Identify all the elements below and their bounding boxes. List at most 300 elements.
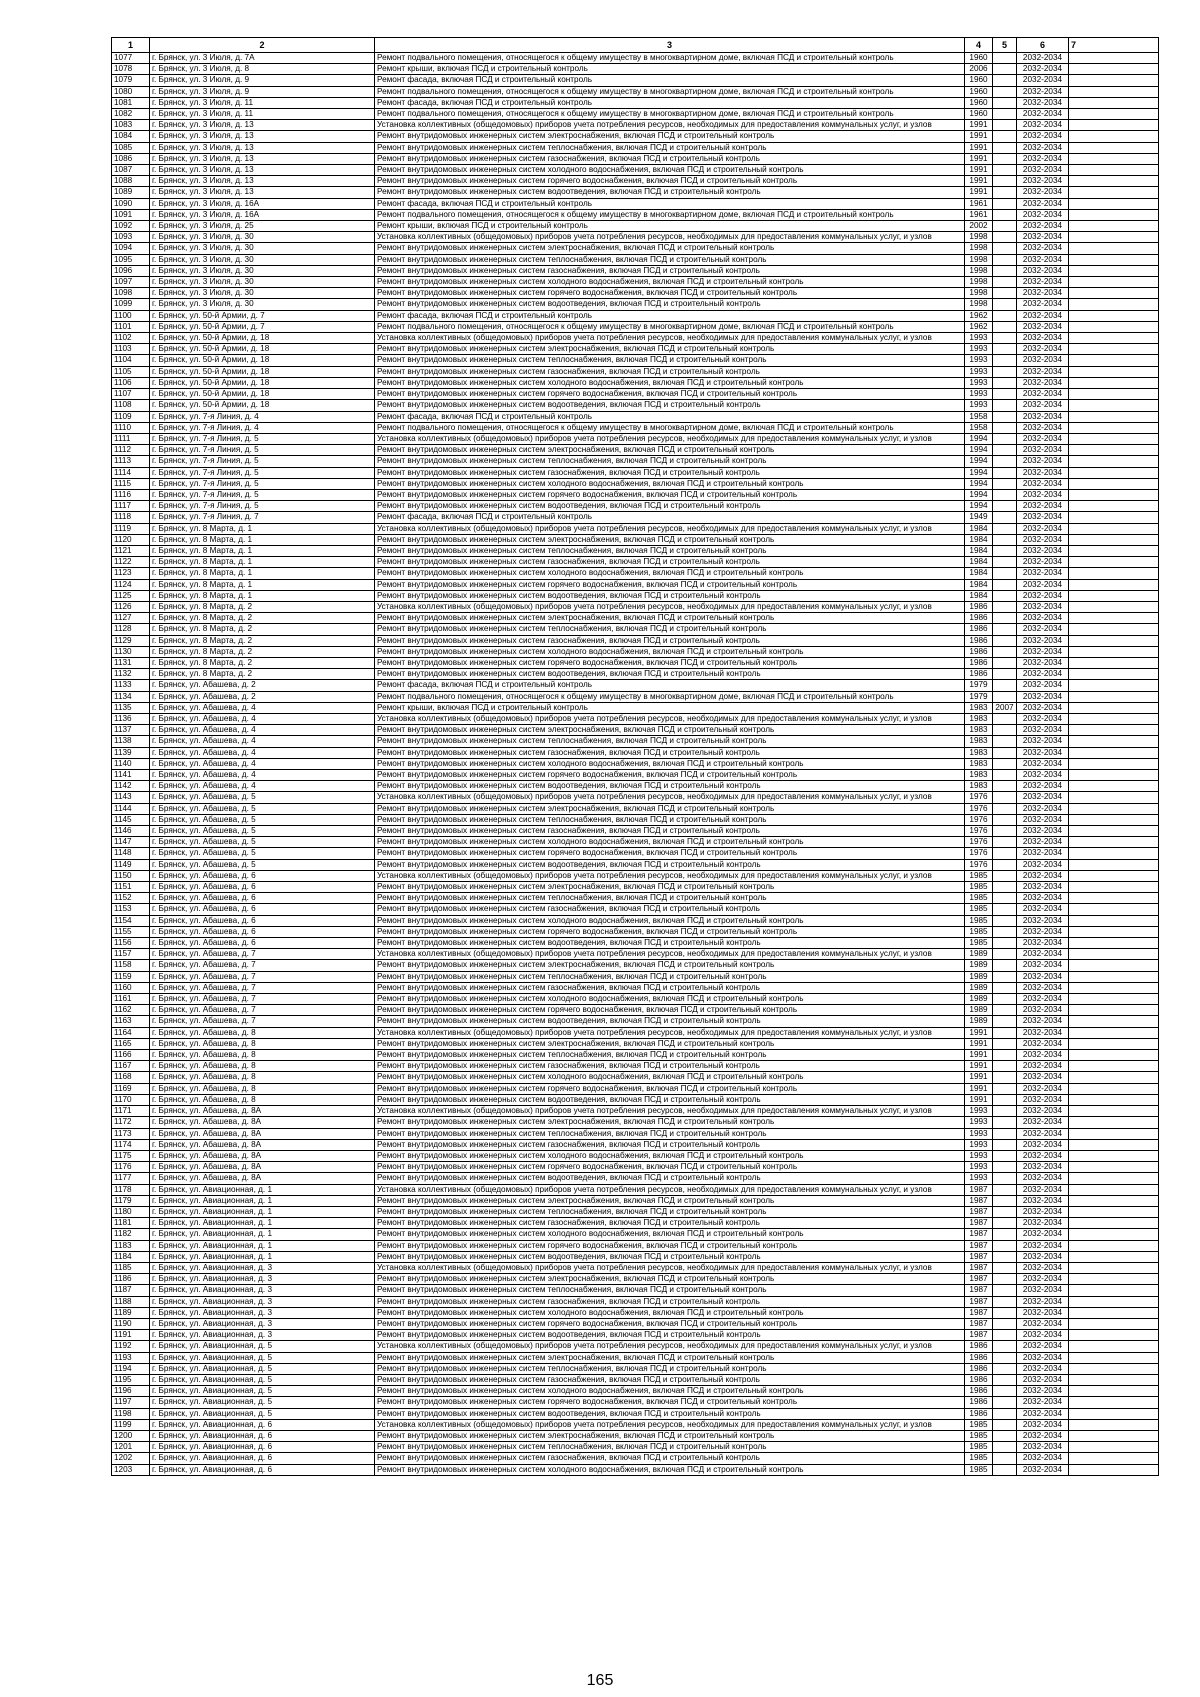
note-cell <box>1069 344 1159 355</box>
work-type-cell: Ремонт внутридомовых инженерных систем холодного водоснабжения, включая ПСД и строительный контроль <box>375 1386 965 1397</box>
work-type-cell: Ремонт внутридомовых инженерных систем электроснабжения, включая ПСД и строительный контроль <box>375 534 965 545</box>
planned-period-cell: 2032-2034 <box>1017 433 1069 444</box>
note-cell <box>1069 1262 1159 1273</box>
address-cell: г. Брянск, ул. Абашева, д. 6 <box>150 882 375 893</box>
row-number-cell: 1127 <box>112 613 150 624</box>
note-cell <box>1069 1274 1159 1285</box>
row-number-cell: 1101 <box>112 321 150 332</box>
row-number-cell: 1115 <box>112 478 150 489</box>
planned-period-cell: 2032-2034 <box>1017 1106 1069 1117</box>
address-cell: г. Брянск, ул. 8 Марта, д. 2 <box>150 601 375 612</box>
address-cell: г. Брянск, ул. Авиационная, д. 5 <box>150 1363 375 1374</box>
planned-period-cell: 2032-2034 <box>1017 1206 1069 1217</box>
row-number-cell: 1088 <box>112 176 150 187</box>
note-cell <box>1069 1464 1159 1475</box>
planned-period-cell: 2032-2034 <box>1017 758 1069 769</box>
row-number-cell: 1136 <box>112 713 150 724</box>
note-cell <box>1069 512 1159 523</box>
work-type-cell: Ремонт внутридомовых инженерных систем газоснабжения, включая ПСД и строительный контроль <box>375 265 965 276</box>
row-number-cell: 1163 <box>112 1016 150 1027</box>
work-type-cell: Ремонт внутридомовых инженерных систем газоснабжения, включая ПСД и строительный контроль <box>375 1296 965 1307</box>
row-number-cell: 1100 <box>112 310 150 321</box>
table-row <box>112 1352 1159 1363</box>
year-built-cell: 1987 <box>965 1307 993 1318</box>
table-row <box>112 758 1159 769</box>
planned-period-cell: 2032-2034 <box>1017 1397 1069 1408</box>
note-cell <box>1069 1184 1159 1195</box>
planned-period-cell: 2032-2034 <box>1017 501 1069 512</box>
address-cell: г. Брянск, ул. 3 Июля, д. 9 <box>150 86 375 97</box>
last-repair-year-cell <box>993 1195 1017 1206</box>
address-cell: г. Брянск, ул. 3 Июля, д. 13 <box>150 153 375 164</box>
address-cell: г. Брянск, ул. 50-й Армии, д. 7 <box>150 321 375 332</box>
year-built-cell: 1986 <box>965 601 993 612</box>
work-type-cell: Ремонт внутридомовых инженерных систем электроснабжения, включая ПСД и строительный контроль <box>375 803 965 814</box>
row-number-cell: 1085 <box>112 142 150 153</box>
year-built-cell: 1993 <box>965 1117 993 1128</box>
last-repair-year-cell <box>993 478 1017 489</box>
work-type-cell: Ремонт внутридомовых инженерных систем холодного водоснабжения, включая ПСД и строительный контроль <box>375 568 965 579</box>
work-type-cell: Ремонт внутридомовых инженерных систем горячего водоснабжения, включая ПСД и строительный контроль <box>375 848 965 859</box>
work-type-cell: Ремонт внутридомовых инженерных систем теплоснабжения, включая ПСД и строительный контроль <box>375 1206 965 1217</box>
planned-period-cell: 2032-2034 <box>1017 109 1069 120</box>
address-cell: г. Брянск, ул. 3 Июля, д. 13 <box>150 120 375 131</box>
year-built-cell: 1989 <box>965 971 993 982</box>
work-type-cell: Ремонт внутридомовых инженерных систем электроснабжения, включая ПСД и строительный контроль <box>375 1038 965 1049</box>
note-cell <box>1069 702 1159 713</box>
year-built-cell: 1949 <box>965 512 993 523</box>
note-cell <box>1069 1330 1159 1341</box>
last-repair-year-cell <box>993 669 1017 680</box>
last-repair-year-cell <box>993 545 1017 556</box>
work-type-cell: Ремонт внутридомовых инженерных систем холодного водоснабжения, включая ПСД и строительный контроль <box>375 1229 965 1240</box>
year-built-cell: 1991 <box>965 1083 993 1094</box>
note-cell <box>1069 456 1159 467</box>
table-row <box>112 702 1159 713</box>
note-cell <box>1069 288 1159 299</box>
work-type-cell: Ремонт внутридомовых инженерных систем горячего водоснабжения, включая ПСД и строительный контроль <box>375 389 965 400</box>
work-type-cell: Ремонт внутридомовых инженерных систем теплоснабжения, включая ПСД и строительный контроль <box>375 1363 965 1374</box>
table-row <box>112 1285 1159 1296</box>
note-cell <box>1069 1195 1159 1206</box>
note-cell <box>1069 165 1159 176</box>
planned-period-cell: 2032-2034 <box>1017 1419 1069 1430</box>
year-built-cell: 1986 <box>965 613 993 624</box>
column-header-7: 7 <box>1069 38 1159 53</box>
year-built-cell: 1986 <box>965 1363 993 1374</box>
planned-period-cell: 2032-2034 <box>1017 982 1069 993</box>
work-type-cell: Установка коллективных (общедомовых) приборов учета потребления ресурсов, необходимых для предоставления коммунальных услуг, и узлов <box>375 1184 965 1195</box>
row-number-cell: 1146 <box>112 826 150 837</box>
note-cell <box>1069 859 1159 870</box>
planned-period-cell: 2032-2034 <box>1017 478 1069 489</box>
year-built-cell: 1991 <box>965 153 993 164</box>
note-cell <box>1069 1296 1159 1307</box>
year-built-cell: 1987 <box>965 1285 993 1296</box>
table-row <box>112 579 1159 590</box>
last-repair-year-cell <box>993 1072 1017 1083</box>
table-row <box>112 64 1159 75</box>
address-cell: г. Брянск, ул. Абашева, д. 4 <box>150 702 375 713</box>
year-built-cell: 1993 <box>965 400 993 411</box>
address-cell: г. Брянск, ул. Авиационная, д. 5 <box>150 1408 375 1419</box>
row-number-cell: 1168 <box>112 1072 150 1083</box>
address-cell: г. Брянск, ул. 50-й Армии, д. 18 <box>150 389 375 400</box>
note-cell <box>1069 1374 1159 1385</box>
table-row <box>112 501 1159 512</box>
last-repair-year-cell <box>993 131 1017 142</box>
note-cell <box>1069 691 1159 702</box>
address-cell: г. Брянск, ул. 8 Марта, д. 2 <box>150 669 375 680</box>
row-number-cell: 1094 <box>112 243 150 254</box>
address-cell: г. Брянск, ул. Абашева, д. 4 <box>150 725 375 736</box>
table-row <box>112 221 1159 232</box>
note-cell <box>1069 153 1159 164</box>
table-row <box>112 1453 1159 1464</box>
row-number-cell: 1129 <box>112 635 150 646</box>
address-cell: г. Брянск, ул. 8 Марта, д. 1 <box>150 579 375 590</box>
last-repair-year-cell <box>993 781 1017 792</box>
note-cell <box>1069 557 1159 568</box>
planned-period-cell: 2032-2034 <box>1017 657 1069 668</box>
row-number-cell: 1181 <box>112 1218 150 1229</box>
table-row <box>112 1274 1159 1285</box>
last-repair-year-cell <box>993 904 1017 915</box>
planned-period-cell: 2032-2034 <box>1017 1352 1069 1363</box>
note-cell <box>1069 478 1159 489</box>
address-cell: г. Брянск, ул. Абашева, д. 8 <box>150 1038 375 1049</box>
work-type-cell: Установка коллективных (общедомовых) приборов учета потребления ресурсов, необходимых для предоставления коммунальных услуг, и узлов <box>375 433 965 444</box>
last-repair-year-cell <box>993 1419 1017 1430</box>
planned-period-cell: 2032-2034 <box>1017 926 1069 937</box>
address-cell: г. Брянск, ул. 8 Марта, д. 2 <box>150 646 375 657</box>
note-cell <box>1069 1005 1159 1016</box>
address-cell: г. Брянск, ул. Абашева, д. 8А <box>150 1150 375 1161</box>
table-row <box>112 949 1159 960</box>
year-built-cell: 1986 <box>965 1341 993 1352</box>
work-type-cell: Ремонт внутридомовых инженерных систем теплоснабжения, включая ПСД и строительный контроль <box>375 971 965 982</box>
table-row <box>112 1072 1159 1083</box>
row-number-cell: 1079 <box>112 75 150 86</box>
year-built-cell: 1993 <box>965 389 993 400</box>
table-row <box>112 53 1159 64</box>
table-row <box>112 770 1159 781</box>
table-row <box>112 691 1159 702</box>
year-built-cell: 1991 <box>965 165 993 176</box>
last-repair-year-cell <box>993 770 1017 781</box>
planned-period-cell: 2032-2034 <box>1017 792 1069 803</box>
planned-period-cell: 2032-2034 <box>1017 725 1069 736</box>
planned-period-cell: 2032-2034 <box>1017 321 1069 332</box>
work-type-cell: Ремонт фасада, включая ПСД и строительный контроль <box>375 411 965 422</box>
work-type-cell: Ремонт внутридомовых инженерных систем газоснабжения, включая ПСД и строительный контроль <box>375 1453 965 1464</box>
address-cell: г. Брянск, ул. Авиационная, д. 3 <box>150 1330 375 1341</box>
table-row <box>112 1150 1159 1161</box>
table-row <box>112 523 1159 534</box>
row-number-cell: 1148 <box>112 848 150 859</box>
row-number-cell: 1152 <box>112 893 150 904</box>
address-cell: г. Брянск, ул. 7-я Линия, д. 4 <box>150 411 375 422</box>
table-row <box>112 310 1159 321</box>
row-number-cell: 1200 <box>112 1430 150 1441</box>
last-repair-year-cell <box>993 1005 1017 1016</box>
note-cell <box>1069 64 1159 75</box>
year-built-cell: 1983 <box>965 758 993 769</box>
work-type-cell: Ремонт внутридомовых инженерных систем электроснабжения, включая ПСД и строительный контроль <box>375 1195 965 1206</box>
table-row <box>112 736 1159 747</box>
work-type-cell: Ремонт внутридомовых инженерных систем газоснабжения, включая ПСД и строительный контроль <box>375 366 965 377</box>
work-type-cell: Установка коллективных (общедомовых) приборов учета потребления ресурсов, необходимых для предоставления коммунальных услуг, и узлов <box>375 870 965 881</box>
row-number-cell: 1122 <box>112 557 150 568</box>
address-cell: г. Брянск, ул. Абашева, д. 5 <box>150 826 375 837</box>
work-type-cell: Ремонт внутридомовых инженерных систем электроснабжения, включая ПСД и строительный контроль <box>375 613 965 624</box>
year-built-cell: 1979 <box>965 691 993 702</box>
last-repair-year-cell <box>993 512 1017 523</box>
row-number-cell: 1104 <box>112 355 150 366</box>
work-type-cell: Ремонт крыши, включая ПСД и строительный контроль <box>375 221 965 232</box>
work-type-cell: Ремонт внутридомовых инженерных систем водоотведения, включая ПСД и строительный контроль <box>375 501 965 512</box>
table-row <box>112 1094 1159 1105</box>
year-built-cell: 1991 <box>965 120 993 131</box>
row-number-cell: 1150 <box>112 870 150 881</box>
year-built-cell: 1984 <box>965 568 993 579</box>
year-built-cell: 1976 <box>965 859 993 870</box>
year-built-cell: 1991 <box>965 1050 993 1061</box>
year-built-cell: 1986 <box>965 646 993 657</box>
row-number-cell: 1121 <box>112 545 150 556</box>
year-built-cell: 1986 <box>965 669 993 680</box>
last-repair-year-cell <box>993 445 1017 456</box>
row-number-cell: 1159 <box>112 971 150 982</box>
note-cell <box>1069 781 1159 792</box>
work-type-cell: Ремонт подвального помещения, относящегося к общему имуществу в многоквартирном доме, включая ПСД и строительный контроль <box>375 422 965 433</box>
planned-period-cell: 2032-2034 <box>1017 702 1069 713</box>
last-repair-year-cell <box>993 1218 1017 1229</box>
address-cell: г. Брянск, ул. Абашева, д. 6 <box>150 904 375 915</box>
address-cell: г. Брянск, ул. 7-я Линия, д. 7 <box>150 512 375 523</box>
planned-period-cell: 2032-2034 <box>1017 1050 1069 1061</box>
row-number-cell: 1198 <box>112 1408 150 1419</box>
note-cell <box>1069 590 1159 601</box>
last-repair-year-cell <box>993 1038 1017 1049</box>
planned-period-cell: 2032-2034 <box>1017 75 1069 86</box>
address-cell: г. Брянск, ул. 3 Июля, д. 13 <box>150 142 375 153</box>
planned-period-cell: 2032-2034 <box>1017 1341 1069 1352</box>
note-cell <box>1069 422 1159 433</box>
table-row <box>112 870 1159 881</box>
note-cell <box>1069 915 1159 926</box>
last-repair-year-cell <box>993 366 1017 377</box>
last-repair-year-cell <box>993 1251 1017 1262</box>
planned-period-cell: 2032-2034 <box>1017 534 1069 545</box>
work-type-cell: Ремонт внутридомовых инженерных систем газоснабжения, включая ПСД и строительный контроль <box>375 1139 965 1150</box>
planned-period-cell: 2032-2034 <box>1017 265 1069 276</box>
row-number-cell: 1117 <box>112 501 150 512</box>
work-type-cell: Ремонт подвального помещения, относящегося к общему имуществу в многоквартирном доме, включая ПСД и строительный контроль <box>375 209 965 220</box>
planned-period-cell: 2032-2034 <box>1017 389 1069 400</box>
planned-period-cell: 2032-2034 <box>1017 1430 1069 1441</box>
row-number-cell: 1158 <box>112 960 150 971</box>
planned-period-cell: 2032-2034 <box>1017 1162 1069 1173</box>
address-cell: г. Брянск, ул. 7-я Линия, д. 5 <box>150 489 375 500</box>
note-cell <box>1069 1408 1159 1419</box>
note-cell <box>1069 243 1159 254</box>
table-row <box>112 792 1159 803</box>
work-type-cell: Установка коллективных (общедомовых) приборов учета потребления ресурсов, необходимых для предоставления коммунальных услуг, и узлов <box>375 120 965 131</box>
planned-period-cell: 2032-2034 <box>1017 803 1069 814</box>
table-row <box>112 1083 1159 1094</box>
planned-period-cell: 2032-2034 <box>1017 299 1069 310</box>
row-number-cell: 1177 <box>112 1173 150 1184</box>
year-built-cell: 1991 <box>965 1027 993 1038</box>
note-cell <box>1069 1061 1159 1072</box>
table-row <box>112 355 1159 366</box>
row-number-cell: 1077 <box>112 53 150 64</box>
planned-period-cell: 2032-2034 <box>1017 53 1069 64</box>
year-built-cell: 1962 <box>965 321 993 332</box>
row-number-cell: 1099 <box>112 299 150 310</box>
last-repair-year-cell <box>993 1262 1017 1273</box>
last-repair-year-cell <box>993 1408 1017 1419</box>
planned-period-cell: 2032-2034 <box>1017 624 1069 635</box>
note-cell <box>1069 601 1159 612</box>
address-cell: г. Брянск, ул. 3 Июля, д. 25 <box>150 221 375 232</box>
last-repair-year-cell <box>993 333 1017 344</box>
work-type-cell: Установка коллективных (общедомовых) приборов учета потребления ресурсов, необходимых для предоставления коммунальных услуг, и узлов <box>375 713 965 724</box>
year-built-cell: 1985 <box>965 893 993 904</box>
year-built-cell: 1986 <box>965 1408 993 1419</box>
row-number-cell: 1176 <box>112 1162 150 1173</box>
table-row <box>112 153 1159 164</box>
work-type-cell: Ремонт внутридомовых инженерных систем водоотведения, включая ПСД и строительный контроль <box>375 1173 965 1184</box>
planned-period-cell: 2032-2034 <box>1017 1038 1069 1049</box>
row-number-cell: 1149 <box>112 859 150 870</box>
year-built-cell: 1994 <box>965 478 993 489</box>
last-repair-year-cell <box>993 1128 1017 1139</box>
address-cell: г. Брянск, ул. 3 Июля, д. 16А <box>150 209 375 220</box>
last-repair-year-cell <box>993 165 1017 176</box>
address-cell: г. Брянск, ул. Абашева, д. 7 <box>150 994 375 1005</box>
planned-period-cell: 2032-2034 <box>1017 1229 1069 1240</box>
table-row <box>112 1464 1159 1475</box>
address-cell: г. Брянск, ул. 8 Марта, д. 1 <box>150 523 375 534</box>
note-cell <box>1069 848 1159 859</box>
last-repair-year-cell <box>993 893 1017 904</box>
last-repair-year-cell <box>993 926 1017 937</box>
year-built-cell: 1985 <box>965 926 993 937</box>
work-type-cell: Ремонт внутридомовых инженерных систем газоснабжения, включая ПСД и строительный контроль <box>375 982 965 993</box>
planned-period-cell: 2032-2034 <box>1017 288 1069 299</box>
year-built-cell: 2002 <box>965 221 993 232</box>
work-type-cell: Ремонт фасада, включая ПСД и строительный контроль <box>375 75 965 86</box>
row-number-cell: 1173 <box>112 1128 150 1139</box>
year-built-cell: 1994 <box>965 445 993 456</box>
address-cell: г. Брянск, ул. Абашева, д. 8А <box>150 1128 375 1139</box>
last-repair-year-cell <box>993 1330 1017 1341</box>
row-number-cell: 1095 <box>112 254 150 265</box>
work-type-cell: Ремонт внутридомовых инженерных систем водоотведения, включая ПСД и строительный контроль <box>375 859 965 870</box>
last-repair-year-cell <box>993 64 1017 75</box>
row-number-cell: 1179 <box>112 1195 150 1206</box>
address-cell: г. Брянск, ул. 8 Марта, д. 1 <box>150 545 375 556</box>
table-row <box>112 971 1159 982</box>
note-cell <box>1069 971 1159 982</box>
column-header-5: 5 <box>993 38 1017 53</box>
note-cell <box>1069 1139 1159 1150</box>
address-cell: г. Брянск, ул. Авиационная, д. 3 <box>150 1307 375 1318</box>
year-built-cell: 1987 <box>965 1330 993 1341</box>
address-cell: г. Брянск, ул. 3 Июля, д. 11 <box>150 97 375 108</box>
row-number-cell: 1151 <box>112 882 150 893</box>
address-cell: г. Брянск, ул. Авиационная, д. 5 <box>150 1386 375 1397</box>
table-row <box>112 299 1159 310</box>
table-row <box>112 1050 1159 1061</box>
address-cell: г. Брянск, ул. 3 Июля, д. 13 <box>150 187 375 198</box>
year-built-cell: 1993 <box>965 1150 993 1161</box>
last-repair-year-cell <box>993 882 1017 893</box>
row-number-cell: 1165 <box>112 1038 150 1049</box>
table-row <box>112 893 1159 904</box>
table-header-row <box>112 38 1159 53</box>
year-built-cell: 2006 <box>965 64 993 75</box>
row-number-cell: 1167 <box>112 1061 150 1072</box>
address-cell: г. Брянск, ул. Абашева, д. 8А <box>150 1162 375 1173</box>
note-cell <box>1069 277 1159 288</box>
address-cell: г. Брянск, ул. 3 Июля, д. 30 <box>150 277 375 288</box>
row-number-cell: 1161 <box>112 994 150 1005</box>
address-cell: г. Брянск, ул. 3 Июля, д. 30 <box>150 265 375 276</box>
last-repair-year-cell <box>993 624 1017 635</box>
note-cell <box>1069 53 1159 64</box>
work-type-cell: Установка коллективных (общедомовых) приборов учета потребления ресурсов, необходимых для предоставления коммунальных услуг, и узлов <box>375 1419 965 1430</box>
note-cell <box>1069 400 1159 411</box>
note-cell <box>1069 949 1159 960</box>
row-number-cell: 1193 <box>112 1352 150 1363</box>
note-cell <box>1069 445 1159 456</box>
row-number-cell: 1096 <box>112 265 150 276</box>
last-repair-year-cell <box>993 837 1017 848</box>
last-repair-year-cell <box>993 1173 1017 1184</box>
last-repair-year-cell <box>993 277 1017 288</box>
address-cell: г. Брянск, ул. 3 Июля, д. 30 <box>150 299 375 310</box>
work-type-cell: Установка коллективных (общедомовых) приборов учета потребления ресурсов, необходимых для предоставления коммунальных услуг, и узлов <box>375 333 965 344</box>
planned-period-cell: 2032-2034 <box>1017 176 1069 187</box>
table-row <box>112 97 1159 108</box>
address-cell: г. Брянск, ул. 50-й Армии, д. 18 <box>150 377 375 388</box>
row-number-cell: 1185 <box>112 1262 150 1273</box>
note-cell <box>1069 1094 1159 1105</box>
planned-period-cell: 2032-2034 <box>1017 523 1069 534</box>
work-type-cell: Ремонт внутридомовых инженерных систем газоснабжения, включая ПСД и строительный контроль <box>375 1218 965 1229</box>
planned-period-cell: 2032-2034 <box>1017 153 1069 164</box>
note-cell <box>1069 1453 1159 1464</box>
planned-period-cell: 2032-2034 <box>1017 86 1069 97</box>
row-number-cell: 1142 <box>112 781 150 792</box>
last-repair-year-cell <box>993 1016 1017 1027</box>
work-type-cell: Ремонт крыши, включая ПСД и строительный контроль <box>375 702 965 713</box>
planned-period-cell: 2032-2034 <box>1017 198 1069 209</box>
table-row <box>112 747 1159 758</box>
planned-period-cell: 2032-2034 <box>1017 781 1069 792</box>
table-row <box>112 1218 1159 1229</box>
year-built-cell: 1994 <box>965 456 993 467</box>
table-row <box>112 725 1159 736</box>
last-repair-year-cell <box>993 949 1017 960</box>
planned-period-cell: 2032-2034 <box>1017 131 1069 142</box>
planned-period-cell: 2032-2034 <box>1017 1083 1069 1094</box>
work-type-cell: Ремонт внутридомовых инженерных систем горячего водоснабжения, включая ПСД и строительный контроль <box>375 1318 965 1329</box>
last-repair-year-cell <box>993 814 1017 825</box>
